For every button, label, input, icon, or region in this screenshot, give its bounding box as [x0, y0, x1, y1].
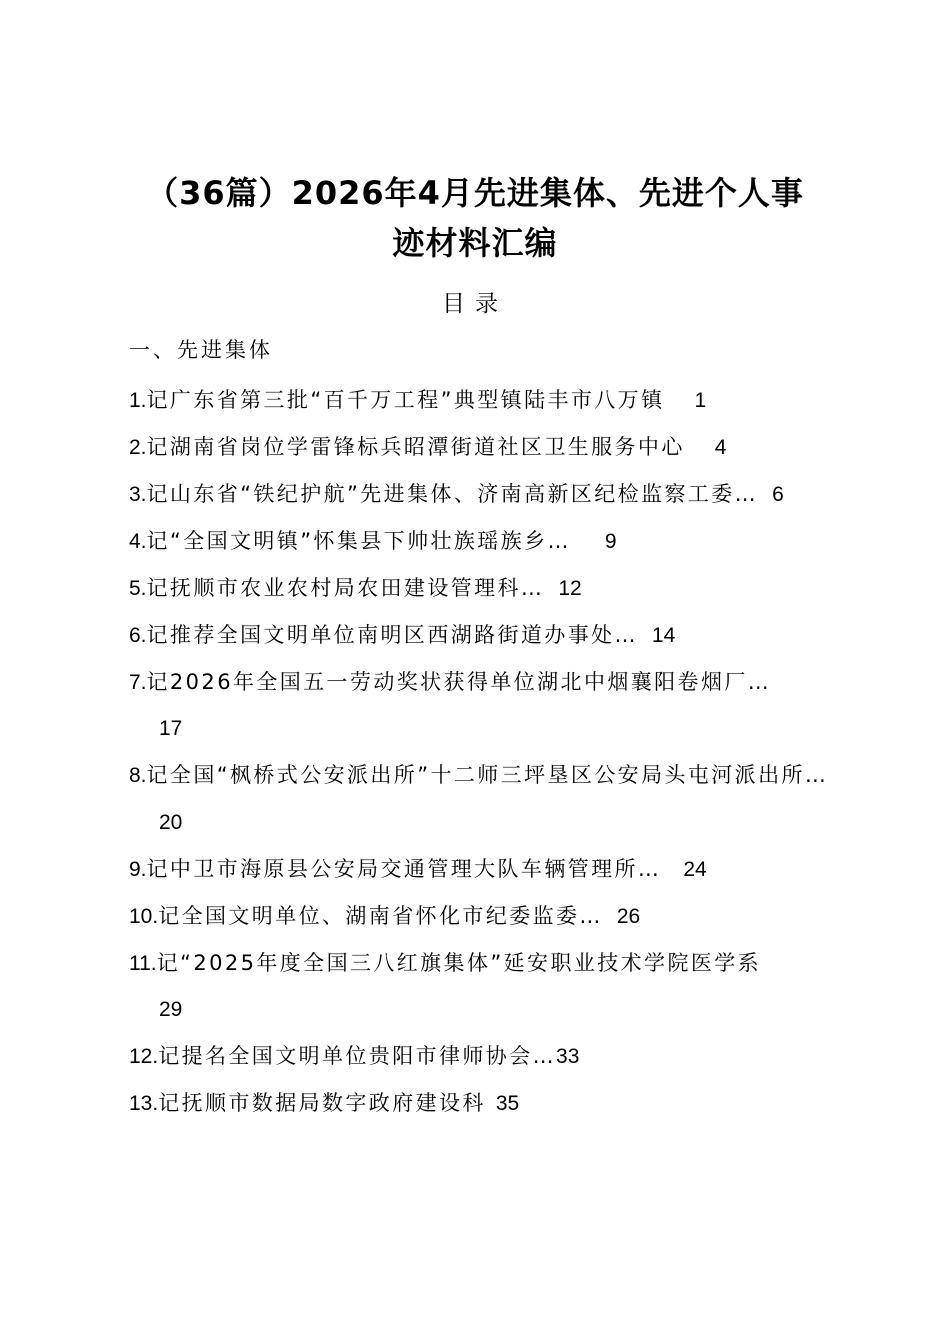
toc-entry-page: 4 — [714, 436, 727, 459]
toc-section-label: 一、先进集体 — [129, 338, 273, 362]
toc-entry[interactable] — [129, 471, 834, 518]
toc-entry-page: 33 — [556, 1045, 580, 1068]
toc-entry-number: 9. — [129, 858, 147, 881]
toc-entry-number: 3. — [129, 483, 147, 506]
toc-entry-number: 10. — [129, 905, 159, 928]
toc-entry-page: 12 — [558, 577, 582, 600]
toc-entry-title: 记山东省“铁纪护航”先进集体、济南高新区纪检监察工委… — [146, 482, 759, 506]
document-title-line-2: 迹材料汇编 — [392, 224, 558, 262]
toc-entry-page: 24 — [683, 858, 707, 881]
toc-entry-number: 6. — [129, 624, 147, 647]
toc-entry-title: 记抚顺市数据局数字政府建设科 — [158, 1091, 486, 1115]
toc-entry-number: 2. — [129, 436, 147, 459]
toc-entry-number: 12. — [129, 1045, 159, 1068]
toc-entry-number: 11. — [129, 952, 157, 975]
toc-entry-page: 35 — [495, 1092, 520, 1115]
toc-entry-title: 记广东省第三批“百千万工程”典型镇陆丰市八万镇 — [146, 388, 665, 412]
document-title-line-1: （36篇）2026年4月先进集体、先进个人事 — [146, 174, 804, 212]
toc-entry-page: 1 — [694, 389, 707, 412]
toc-entry-title: 记全国“枫桥式公安派出所”十二师三坪垦区公安局头屯河派出所… — [146, 763, 829, 787]
toc-entry-title: 记中卫市海原县公安局交通管理大队车辆管理所… — [146, 857, 662, 881]
toc-entry-title: 记“2025年度全国三八红旗集体”延安职业技术学院医学系 — [156, 951, 762, 975]
toc-entry[interactable] — [129, 1033, 834, 1080]
toc-entry-title: 记“全国文明镇”怀集县下帅壮族瑶族乡… — [146, 529, 571, 553]
toc-entry-title: 记提名全国文明单位贵阳市律师协会… — [158, 1044, 557, 1068]
toc-entry-page: 6 — [772, 483, 784, 506]
toc-entry[interactable] — [129, 565, 834, 612]
toc-list — [129, 377, 834, 1127]
toc-entry[interactable] — [129, 1080, 834, 1127]
toc-entry-page: 26 — [616, 905, 641, 928]
toc-entry-page: 20 — [159, 811, 183, 834]
toc-entry[interactable] — [129, 424, 834, 471]
toc-entry[interactable] — [129, 752, 834, 846]
toc-entry-title: 记推荐全国文明单位南明区西湖路街道办事处… — [146, 623, 638, 647]
toc-entry[interactable] — [129, 893, 834, 940]
toc-entry[interactable] — [129, 377, 834, 424]
toc-entry-title: 记抚顺市农业农村局农田建设管理科… — [146, 576, 545, 600]
toc-entry[interactable] — [129, 659, 834, 752]
toc-entry[interactable] — [129, 940, 834, 1033]
toc-entry-page: 9 — [604, 530, 617, 553]
toc-entry[interactable] — [129, 846, 834, 893]
toc-entry-page: 14 — [651, 624, 676, 647]
toc-entry-number: 8. — [129, 764, 147, 787]
toc-entry-number: 7. — [129, 671, 147, 694]
toc-entry-number: 4. — [129, 530, 147, 553]
toc-entry-number: 5. — [129, 577, 147, 600]
document-title — [110, 168, 840, 268]
toc-entry-number: 13. — [129, 1092, 159, 1115]
toc-entry-page: 17 — [159, 717, 183, 740]
toc-entry-page: 29 — [159, 998, 183, 1021]
toc-entry-title: 记湖南省岗位学雷锋标兵昭潭街道社区卫生服务中心 — [146, 435, 685, 459]
toc-entry[interactable] — [129, 612, 834, 659]
toc-entry[interactable] — [129, 518, 834, 565]
toc-entry-title: 记2026年全国五一劳动奖状获得单位湖北中烟襄阳卷烟厂… — [146, 670, 772, 694]
toc-entry-title: 记全国文明单位、湖南省怀化市纪委监委… — [158, 904, 603, 928]
toc-heading: 目录 — [442, 291, 508, 317]
toc-entry-number: 1. — [129, 389, 147, 412]
